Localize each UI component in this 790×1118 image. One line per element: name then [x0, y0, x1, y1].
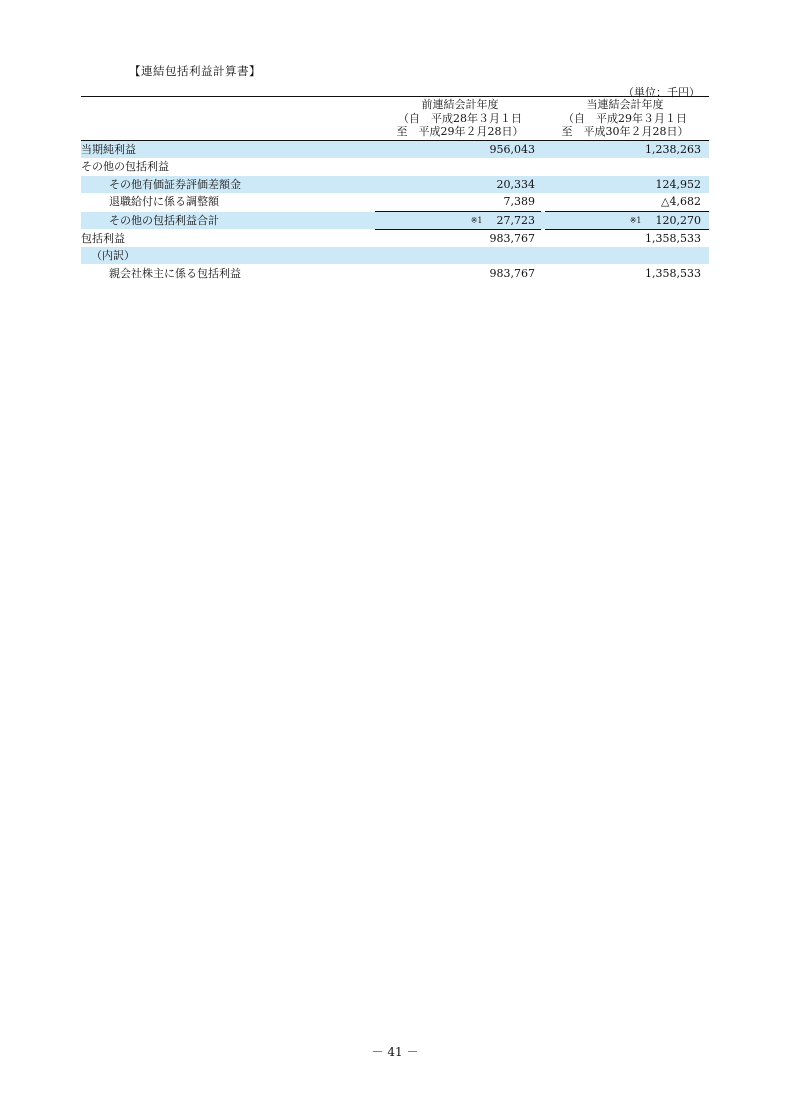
footnote-mark: ※1: [629, 216, 642, 225]
row-current-value: 1,358,533: [645, 232, 701, 245]
table-row-other-comprehensive-income: [81, 158, 709, 175]
row-prior-value: 983,767: [489, 232, 535, 245]
column-header-prior: [375, 98, 545, 139]
row-prior-value: 956,043: [489, 143, 535, 156]
statement-title: 【連結包括利益計算書】: [129, 64, 261, 78]
row-current-value: 120,270: [655, 214, 701, 227]
row-prior-value-group: [471, 212, 535, 230]
row-prior-value: 7,389: [503, 195, 535, 208]
column-header-current-line3: 至 平成30年２月28日）: [561, 125, 689, 138]
row-label: 親会社株主に係る包括利益: [109, 267, 241, 280]
table-row-breakdown: [81, 247, 709, 264]
table-row-oci-total: [81, 212, 709, 229]
column-header-prior-line1: 前連結会計年度: [421, 98, 499, 111]
row-prior-value: 20,334: [496, 178, 535, 191]
footnote-mark: ※1: [470, 216, 483, 225]
table-row-securities-valuation: [81, 176, 709, 193]
row-label: その他の包括利益: [81, 160, 169, 173]
column-header-prior-line3: 至 平成29年２月28日）: [396, 125, 524, 138]
row-label: 包括利益: [81, 232, 125, 245]
row-current-value: 1,358,533: [645, 267, 701, 280]
row-label: 退職給付に係る調整額: [109, 195, 219, 208]
row-label: その他の包括利益合計: [109, 214, 219, 227]
table-row-parent-shareholders: [81, 265, 709, 282]
row-label: その他有価証券評価差額金: [109, 178, 241, 191]
row-current-value: 124,952: [655, 178, 701, 191]
table-row-comprehensive-income: [81, 230, 709, 247]
row-current-value-group: [630, 212, 701, 230]
column-header-prior-line2: （自 平成28年３月１日: [398, 111, 522, 125]
page-number: － 41 －: [371, 1045, 419, 1059]
row-label: （内訳）: [91, 249, 135, 262]
row-label: 当期純利益: [81, 143, 136, 156]
table-row-retirement-adjustment: [81, 193, 709, 210]
unit-label: （単位：千円）: [623, 86, 700, 99]
row-current-value: △4,682: [661, 195, 701, 208]
row-current-value: 1,238,263: [645, 143, 701, 156]
column-header-current-line2: （自 平成29年３月１日: [563, 111, 687, 125]
top-rule: [81, 96, 709, 97]
column-header-current-line1: 当連結会計年度: [586, 98, 664, 111]
column-header-current: [540, 98, 710, 139]
row-prior-value: 27,723: [496, 214, 535, 227]
row-prior-value: 983,767: [489, 267, 535, 280]
table-row-net-income: [81, 141, 709, 158]
